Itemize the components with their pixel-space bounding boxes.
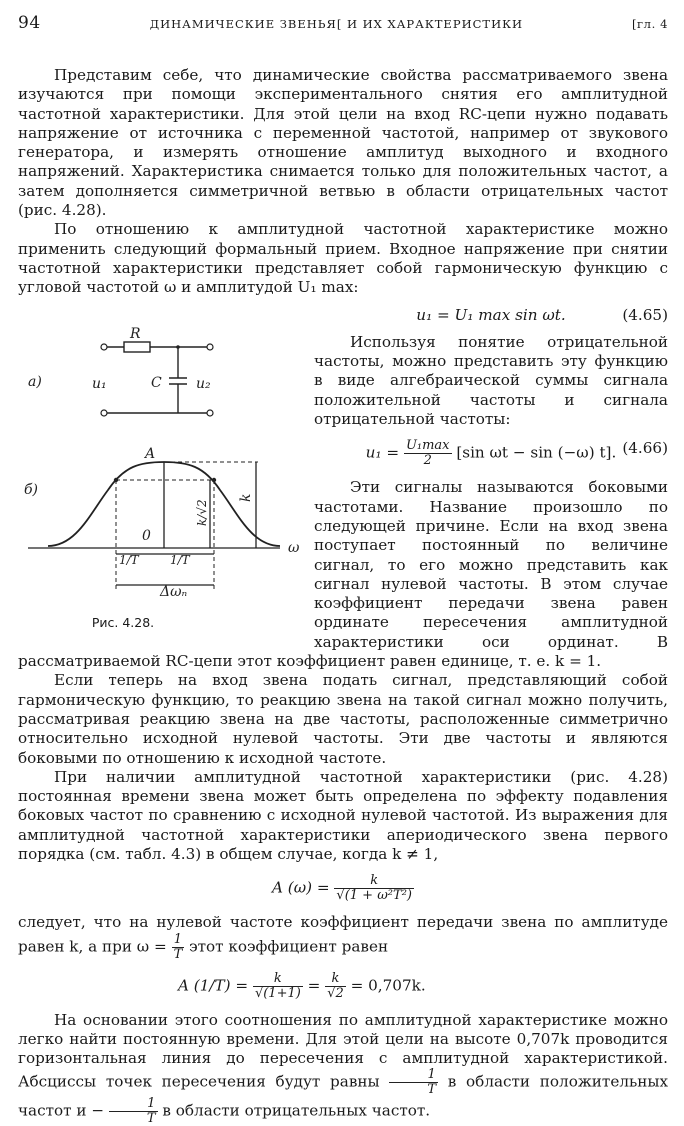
p8-f2-n: 1 (109, 1097, 158, 1112)
resistor-R (124, 342, 150, 352)
paragraph-4: Эти сигналы называются боковыми частотами. Название произошло по следующей причине. Если на вход звена поступает постоянный по величине сигнал, то его можно представить как сигнал нулевой частоты. В этом случае коэффициент передачи звена равен ординате пересечения амплитудной характеристики оси ординат. В рассматриваемой RC-цепи этот коэффициент равен единице, т. е. k = 1. (18, 478, 668, 671)
label-omega: ω (288, 539, 300, 556)
eq466-rhs: [sin ωt − sin (−ω) t]. (456, 443, 617, 462)
chapter-ref: [гл. 4 (631, 17, 668, 31)
figure-caption: Рис. 4.28. (91, 614, 155, 630)
eqA2-frac2 (325, 972, 346, 1001)
eqA-num: k (334, 874, 414, 889)
paragraph-6: При наличии амплитудной частотной характеристики (рис. 4.28) постоянная времени звена может быть определена по эффекту подавления боковых частот по сравнению с исходной нулевой частотой. Из выражения для амплитудной частотной характеристики апериодического звена первого порядка (см. табл. 4.3) в общем случае, когда k ≠ 1, (18, 767, 668, 863)
junction-dot (176, 345, 180, 349)
eqA2-f2-d: √2 (327, 985, 344, 1001)
label-b: б) (24, 481, 39, 498)
eqA-lhs: A (ω) = (272, 878, 330, 897)
p8-f1-d: T (427, 1082, 437, 1098)
paragraph-8 (18, 1011, 668, 1126)
eqA2-f2-n: k (325, 972, 346, 987)
label-u1: u₁ (92, 375, 107, 392)
equation-A-omega (18, 874, 668, 903)
label-k: k (238, 493, 254, 502)
p7-part-b: этот коэффициент равен (189, 937, 389, 956)
equation-4-66 (18, 439, 668, 468)
p8-frac-1 (389, 1068, 438, 1097)
terminal-in-bottom (101, 410, 107, 416)
paragraph-2: По отношению к амплитудной частотной характеристике можно применить следующий формальный прием. Входное напряжение при снятии частотной характеристики представляет собой гармоническую функцию с угловой частотой ω и амплитудой U₁ max: (18, 220, 668, 297)
page-header (18, 14, 668, 36)
terminal-in-top (101, 344, 107, 350)
eq466-lhs: u₁ = (365, 443, 400, 462)
label-C: C (151, 374, 162, 391)
equation-4-66-number: (4.66) (622, 439, 668, 458)
p8-frac-2 (109, 1097, 158, 1126)
eqA2-lhs: A (1/T) = (178, 976, 249, 995)
p7-frac-d: T (173, 946, 183, 962)
label-delta-omega: Δωₙ (160, 583, 188, 600)
p8-f2-d: T (146, 1111, 156, 1126)
p8-part-b: в области положительных частот и − (18, 1072, 669, 1120)
eqA2-f1-n: k (253, 972, 303, 987)
eqA2-frac1 (253, 972, 303, 1001)
paragraph-1: Представим себе, что динамические свойства рассматриваемого звена изучаются при помощи экспериментального снятия его амплитудной частотной характеристики. Для этой цели на вход RC-цепи нужно подавать напряжение от источника с переменной частотой, например от звукового генератора, и измерять отношение амплитуд выходного и входного напряжений. Характеристика снимается только для положительных частот, а затем дополняется симметричной ветвью в области отрицательных частот (рис. 4.28). (18, 66, 668, 220)
p7-part-a: следует, что на нулевой частоте коэффициент передачи звена по амплитуде равен k, а при ω = (18, 913, 668, 956)
paragraph-3: Используя понятие отрицательной частоты, можно представить эту функцию в виде алгебраической суммы сигнала положительной частоты и сигнала отрицательной частоты: (314, 332, 668, 429)
terminal-out-top (207, 344, 213, 350)
label-1T-right: 1/T (170, 552, 190, 567)
figure-4-28 (18, 300, 302, 645)
label-u2: u₂ (196, 375, 211, 392)
label-k-root2: k/√2 (195, 498, 209, 526)
eqA2-rhs: = 0,707k. (350, 976, 426, 995)
eq466-fraction (404, 439, 452, 468)
label-R: R (130, 325, 141, 342)
paragraph-5: Если теперь на вход звена подать сигнал, представляющий собой гармоническую функцию, то реакцию звена на такой сигнал можно получить, рассматривая реакцию звена на две частоты, расположенные симметрично относительно исходной нулевой частоты. Эти две частоты и являются боковыми по отношению к исходной частоте. (18, 671, 668, 767)
p7-frac-n: 1 (172, 933, 185, 948)
p8-f1-n: 1 (389, 1068, 438, 1083)
p8-part-c: в области отрицательных частот. (162, 1101, 431, 1120)
paragraph-7 (18, 913, 668, 961)
equation-A-1T: A (1/T) = $\frac{k}{√(1+1)}$ = $\frac{k}{√2}$ = 0,707k. (178, 970, 426, 1001)
equation-4-65 (18, 306, 668, 325)
page-number: 94 (18, 13, 41, 33)
label-A: A (145, 445, 156, 462)
intersection-right (212, 477, 216, 481)
page (18, 14, 668, 1126)
eq466-den: 2 (423, 453, 432, 469)
equation-4-65-body: u₁ = U₁ max sin ωt. (416, 305, 566, 324)
eqA-den: √(1 + ω²T²) (336, 888, 412, 904)
running-title: ДИНАМИЧЕСКИЕ ЗВЕНЬЯ[ И ИХ ХАРАКТЕРИСТИКИ (149, 17, 524, 31)
eqA-fraction (334, 874, 414, 903)
eq466-num: U₁max (405, 438, 450, 454)
p8-part-a: На основании этого соотношения по амплитудной характеристике можно легко найти постоянную времени. Для этой цели на высоте 0,707k проводится горизонтальная линия до пересечения с амплитудной характеристикой. Абсциссы точек пересечения будут равны (18, 1010, 668, 1091)
label-O: 0 (142, 527, 151, 544)
equation-4-65-number: (4.65) (622, 305, 668, 324)
label-a: а) (28, 373, 42, 390)
intersection-left (114, 477, 118, 481)
terminal-out-bottom (207, 410, 213, 416)
p7-fraction (172, 933, 185, 962)
label-1T-left: 1/T (119, 552, 139, 567)
eqA2-f1-d: √(1+1) (254, 985, 301, 1001)
